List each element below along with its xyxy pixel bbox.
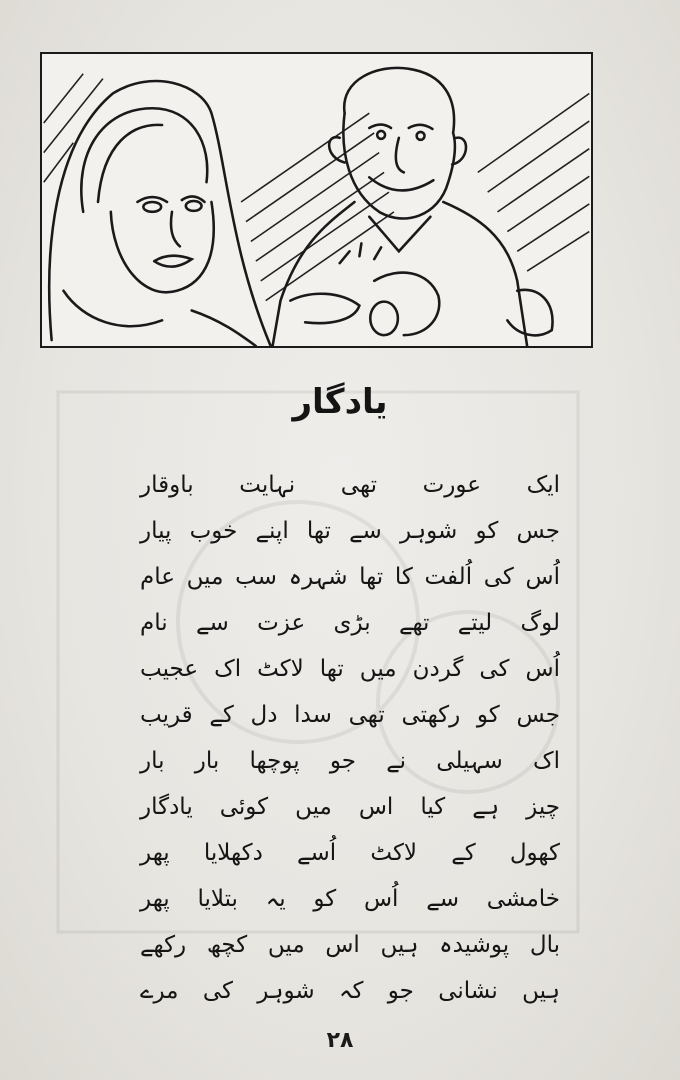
poem-line: جس کو شوہر سے تھا اپنے خوب پیار <box>140 518 560 544</box>
poem-line: ایک عورت تھی نہایت باوقار <box>140 472 560 498</box>
poem-line: خامشی سے اُس کو یہ بتلایا پھر <box>140 886 560 912</box>
page-number: ۲۸ <box>326 1028 354 1053</box>
poem-line: اک سہیلی نے جو پوچھا بار بار <box>140 748 560 774</box>
poem-line: بال پوشیدہ ہیں اس میں کچھ رکھے <box>140 932 560 958</box>
poem-title: یادگار <box>292 382 388 422</box>
poem-line: چیز ہے کیا اس میں کوئی یادگار <box>140 794 560 820</box>
poem-line: ہیں نشانی جو کہ شوہر کی مرے <box>140 978 560 1004</box>
poem-line: جس کو رکھتی تھی سدا دل کے قریب <box>140 702 560 728</box>
poem-line: لوگ لیتے تھے بڑی عزت سے نام <box>140 610 560 636</box>
poem-verses <box>140 462 560 1014</box>
poem-line: اُس کی اُلفت کا تھا شہرہ سب میں عام <box>140 564 560 590</box>
poem-line: کھول کے لاکٹ اُسے دکھلایا پھر <box>140 840 560 866</box>
woman-and-man-cartoon-icon <box>42 54 591 346</box>
cartoon-couple-illustration <box>40 52 593 348</box>
poem-line: اُس کی گردن میں تھا لاکٹ اک عجیب <box>140 656 560 682</box>
